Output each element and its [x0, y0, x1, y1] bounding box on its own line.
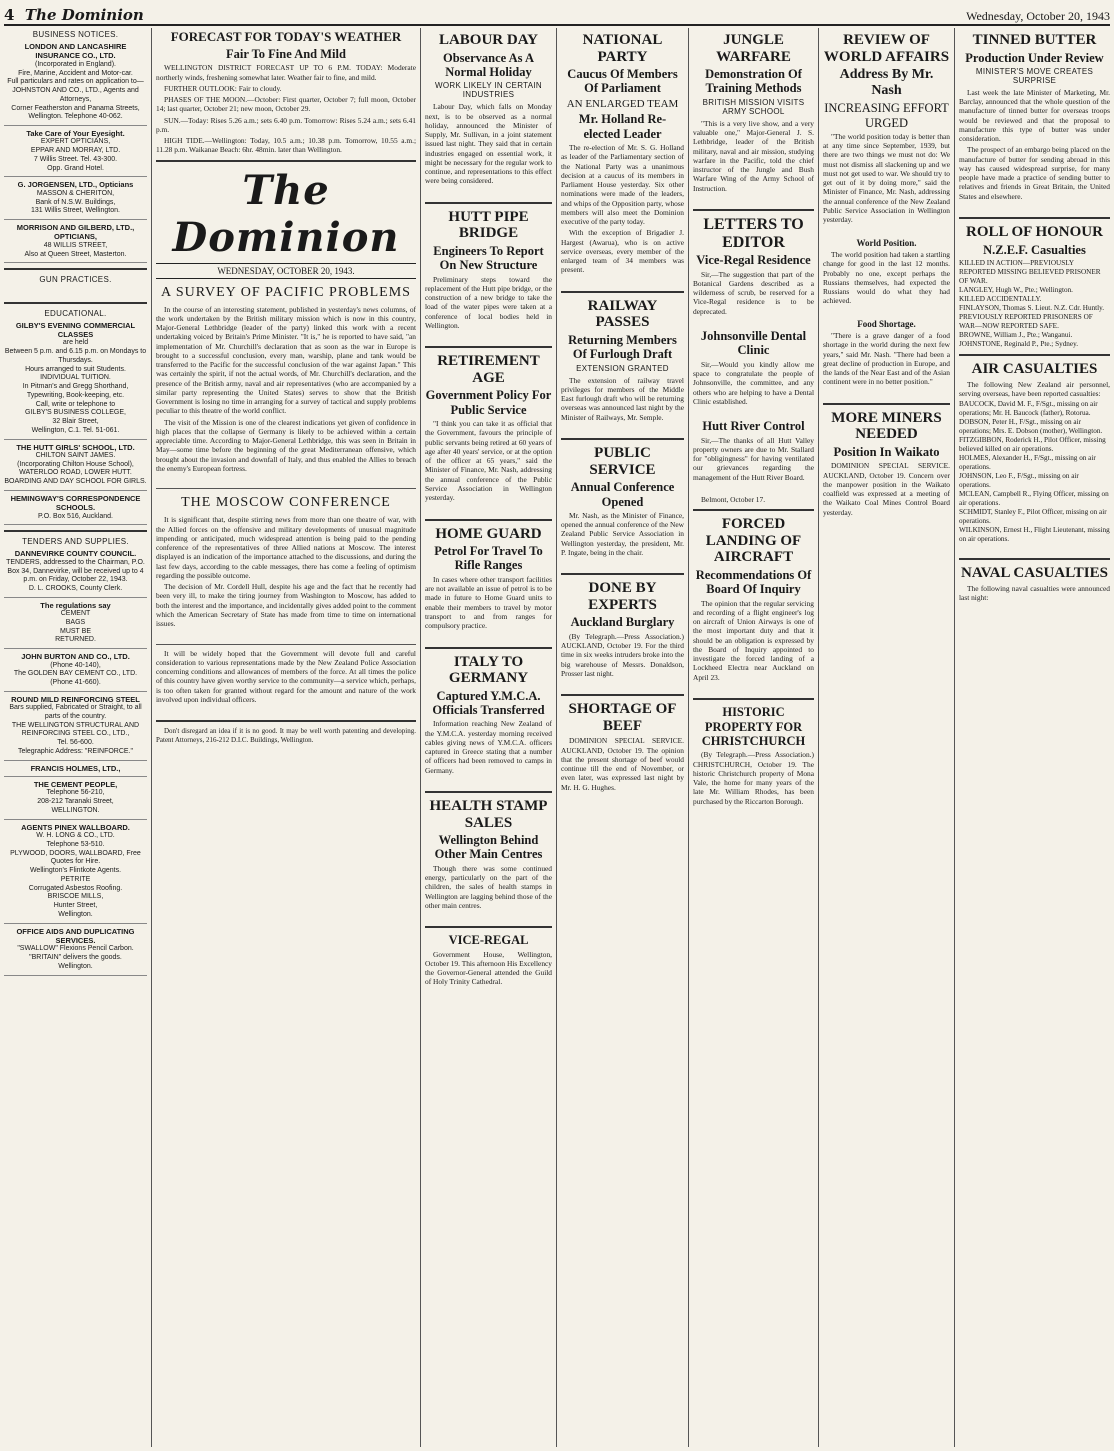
letters-title: LETTERS TO EDITOR — [703, 216, 804, 251]
national-party-kicker: AN ENLARGED TEAM — [566, 97, 679, 110]
tender-ad-title: JOHN BURTON AND CO., LTD. — [21, 652, 130, 662]
retirement-sub: Government Policy For Public Service — [425, 388, 552, 417]
educational-ad-line: 32 Blair Street, — [52, 418, 99, 425]
roll-entry: KILLED ACCIDENTALLY. — [959, 295, 1042, 303]
roll-entry: FINLAYSON, Thomas S. Lieut. N.Z. Cdr. Huntly. — [959, 304, 1105, 312]
miners-sub: Position In Waikato — [833, 444, 940, 459]
tender-ad-line: Telephone 56-210, — [46, 789, 105, 797]
tender-ad-title: AGENTS PINEX WALLBOARD. — [21, 822, 130, 832]
air-casualty-entry: MCLEAN, Campbell R., Flying Officer, missing on air operations. — [959, 490, 1109, 507]
air-casualty-entry: DOBSON, Peter H., F/Sgt., missing on air operations; Mrs. E. Dobson (mother), Wellington. — [959, 418, 1103, 435]
italy-text: Information reaching New Zealand of the Y.M.C.A. yesterday morning received cables giving news of Y.M.C.A. officers captured in Greece stating that a number of officers had been removed to camps in Germany. — [425, 719, 552, 775]
letters-vice-regal-sub: Vice-Regal Residence — [696, 253, 811, 268]
column-editorial — [152, 28, 421, 1447]
educational-ad-line: (Incorporating Chilton House School), — [17, 460, 134, 468]
tender-ad-line: (Phone 41-660). — [50, 679, 101, 686]
nameplate: The Dominion — [172, 166, 400, 261]
beef-text: DOMINION SPECIAL SERVICE. AUCKLAND, October 19. The opinion that the present shortage of beef would continue till the end of November, or even later, was expressed last night by Mr. H. G. Hughes. — [561, 736, 684, 792]
world-affairs-text-3: "There is a grave danger of a food shortage in the world during the next few years," said Mr. Nash. "There had been a great decline of production in Europe, and the lands of the Near East and of the Asian continent were in no better position." — [823, 331, 950, 387]
editorial-moscow-title: THE MOSCOW CONFERENCE — [181, 495, 391, 511]
tender-ad — [4, 601, 147, 645]
naval-casualties-text: The following naval casualties were announced last night: — [959, 583, 1110, 602]
weather-subtitle: Fair To Fine And Mild — [226, 46, 346, 61]
tender-ad — [4, 764, 147, 773]
labour-day-kicker: WORK LIKELY IN CERTAIN INDUSTRIES — [435, 81, 542, 100]
tender-ad-title: FRANCIS HOLMES, LTD., — [30, 763, 121, 773]
educational-ad-line: WATERLOO ROAD, LOWER HUTT. — [19, 469, 132, 477]
tender-ad-line: WELLINGTON. — [51, 806, 100, 814]
business-ad — [4, 129, 147, 173]
world-position-sub: World Position. — [856, 237, 917, 248]
health-stamp-title: HEALTH STAMP SALES — [429, 798, 548, 831]
experts-sub: Auckland Burglary — [570, 615, 675, 630]
column-news-4 — [557, 28, 689, 1447]
business-ad — [4, 42, 147, 122]
jungle-warfare-title: JUNGLE WARFARE — [716, 32, 791, 65]
forced-landing-text: The opinion that the regular servicing and recording of a flight engineer's log on aircraft of Union Airways is one of the most important duty and that it should be an obligation is expressed by the Board of Inquiry appointed to investigate the forced landing of a Lockheed Electra near Auckland on April 23. — [693, 598, 814, 682]
railway-passes-kicker: EXTENSION GRANTED — [576, 363, 669, 373]
forced-landing-title: FORCED LANDING OF AIRCRAFT — [705, 516, 802, 566]
tender-ad — [4, 652, 147, 688]
beef-title: SHORTAGE OF BEEF — [568, 701, 677, 734]
tender-ad-line: Telegraphic Address: "REINFORCE." — [17, 747, 134, 755]
patent-ad: Don't disregard an idea if it is no good. It may be well worth patenting and developing. Patent Attorneys, 216-212 D.I.C. Buildings, Wellington. — [156, 727, 416, 745]
hutt-bridge-text: Preliminary steps toward the replacement of the Hutt pipe bridge, or the construction of a new bridge to take the load of the water pipes were taken at a conference of local bodies held in Wellington. — [425, 274, 552, 330]
business-ad-line: 131 Willis Street, Wellington. — [31, 207, 120, 215]
tender-ad-line: Tel. 56-600. — [57, 739, 94, 747]
tender-ad-line: PETRITE — [60, 875, 91, 883]
educational-ad-line: GILBY'S BUSINESS COLLEGE, — [25, 409, 126, 417]
paper-name: The Dominion — [24, 6, 144, 24]
business-ad-line: JOHNSTON AND CO., LTD., Agents and Attorneys, — [12, 87, 139, 103]
column-news-5 — [689, 28, 819, 1447]
educational-ad-line: BOARDING AND DAY SCHOOL FOR GIRLS. — [4, 478, 147, 486]
editorial-moscow-text-2: The decision of Mr. Cordell Hull, despite his age and the fact that he recently had been very ill, to make the tiring journey from Washington to Moscow, has added to both the interest and the importance, and incidentally gives added point to the comment which the American Secretary of State has made from time to time on international issues. — [156, 582, 416, 629]
tender-ad-line: The GOLDEN BAY CEMENT CO., LTD. — [13, 670, 138, 678]
tender-ad-line: Telephone 53-510. — [46, 840, 105, 848]
tinned-butter-text-2: The prospect of an embargo being placed on the manufacture of butter for sending abroad in this way has caused widespread surprise, for many people have made a practice of sending butter to relatives and friends in Great Britain, the United States and elsewhere. — [959, 145, 1110, 201]
educational-ad-line: are held — [62, 339, 89, 347]
tender-ad-line: Hunter Street, — [53, 902, 98, 909]
tender-ad-title: OFFICE AIDS AND DUPLICATING SERVICES. — [16, 926, 135, 945]
tinned-butter-title: TINNED BUTTER — [972, 32, 1097, 48]
nameplate-date: WEDNESDAY, OCTOBER 20, 1943. — [156, 263, 416, 279]
air-casualty-entry: BAUCOCK, David M. F., F/Sgt., missing on air operations; Mr. H. Baucock (father), Rotorua. — [959, 400, 1098, 417]
letters-dental-text: Sir,—Would you kindly allow me space to congratulate the people of Johnsonville, the committee, and any others who are helping to have a Dental Clinic established. — [693, 359, 814, 406]
tinned-butter-kicker: MINISTER'S MOVE CREATES SURPRISE — [975, 66, 1094, 85]
jungle-warfare-sub: Demonstration Of Training Methods — [705, 67, 802, 96]
hutt-bridge-title: HUTT PIPE BRIDGE — [448, 208, 529, 242]
retirement-text: "I think you can take it as official that the Government, favours the principle of public servants being retired at 60 years of age after 40 years' service, or at the option of the officer at 65 years," said the Minister of Finance, Mr. Nash, addressing the annual conference of the Public Service Association in Wellington yesterday. — [425, 419, 552, 502]
roll-entry: BROWNE, William J., Pte.; Wanganui. — [959, 331, 1073, 339]
business-ad-line: 7 Willis Street. Tel. 43-300. — [33, 155, 118, 163]
business-ad-line: Full particulars and rates on application to— — [7, 78, 144, 86]
weather-line: FURTHER OUTLOOK: Fair to cloudy. — [164, 83, 282, 93]
educational-ad — [4, 321, 147, 436]
weather-line: SUN.—Today: Rises 5.26 a.m.; sets 6.40 p.m. Tomorrow: Rises 5.24 a.m.; sets 6.41 p.m. — [156, 115, 416, 134]
business-ad — [4, 223, 147, 259]
world-affairs-title: REVIEW OF WORLD AFFAIRS — [823, 32, 950, 65]
national-party-title: NATIONAL PARTY — [582, 32, 663, 65]
business-ad-title: LONDON AND LANCASHIRE INSURANCE CO., LTD. — [24, 42, 127, 61]
air-casualties-title: AIR CASUALTIES — [971, 361, 1098, 377]
tender-ad-title: The regulations say — [40, 600, 111, 610]
italy-title: ITALY TO GERMANY — [448, 653, 529, 686]
miners-title: MORE MINERS NEEDED — [831, 409, 942, 443]
naval-casualties-title: NAVAL CASUALTIES — [961, 565, 1108, 582]
tinned-butter-sub: Production Under Review — [965, 50, 1104, 65]
italy-sub: Captured Y.M.C.A. Officials Transferred — [432, 688, 545, 717]
roll-of-honour-list — [959, 259, 1110, 349]
editorial-moscow-text: It is significant that, despite stirring news from more than one theatre of war, with the Allied forces on the offensive and military developments of unusual magnitude impending or anticipated, much widespread attention is being paid to the pending conference of the representatives of three Allied nations at Moscow. The interest displayed is an indication of the importance attached to the discussions, and during the last few days, according to the cable messages, there has come a feeling of optimism regarding the possible outcome. — [156, 515, 416, 580]
tender-ad — [4, 549, 147, 593]
world-affairs-text: "The world position today is better than at any time since September, 1939, but there are two things we must not do: We must not dismiss all slackening up and we must not get used to war. We should try to get out of it by doing more," said the Minister of Finance, Mr. Nash, addressing the annual conference of the New Zealand Public Service Association in Wellington yesterday. — [823, 131, 950, 225]
educational-ad-line: Hours arranged to suit Students. — [25, 365, 126, 373]
tender-ad-line: PLYWOOD, DOORS, WALLBOARD, Free Quotes for Hire. — [10, 849, 141, 866]
home-guard-title: HOME GUARD — [435, 525, 542, 542]
letters-hutt-sign: Belmont, October 17. — [701, 495, 766, 505]
roll-entry: PREVIOUSLY REPORTED PRISONERS OF WAR—NOW REPORTED SAFE. — [959, 313, 1093, 330]
air-casualty-entry: JOHNSON, Leo F., F/Sgt., missing on air operations. — [959, 472, 1079, 489]
forced-landing-sub: Recommendations Of Board Of Inquiry — [695, 567, 812, 597]
letters-dental-sub: Johnsonville Dental Clinic — [700, 329, 807, 358]
railway-passes-text: The extension of railway travel privileges for members of the Middle East furlough draft who will be returning overseas was announced last night by the Minister of Railways, Mr. Semple. — [561, 375, 684, 422]
experts-text: (By Telegraph.—Press Association.) AUCKLAND, October 19. For the third time in six weeks intruders broke into the big warehouse of Messrs. Donaldson, Prosser last night. — [561, 631, 684, 678]
tender-ad — [4, 695, 147, 757]
tender-ad-line: W. H. LONG & CO., LTD. — [36, 832, 115, 839]
national-party-text-2: With the exception of Brigadier J. Hargest (Awarua), who is on active service overseas, every member of the enlarged team of 34 members was present. — [561, 228, 684, 275]
roll-entry: LANGLEY, Hugh W., Pte.; Wellington. — [959, 286, 1073, 294]
tender-ad-line: "SWALLOW" Flexions Pencil Carbon. — [17, 945, 134, 953]
jungle-warfare-kicker: BRITISH MISSION VISITS ARMY SCHOOL — [702, 97, 805, 116]
business-ad-line: Corner Featherston and Panama Streets, Wellington. Telephone 40-062. — [11, 104, 140, 121]
letters-hutt-text: Sir,—The thanks of all Hutt Valley property owners are due to Mr. Stallard for "obligingness" for having ventilated our grievances regarding the management of the Hutt River Board. — [693, 435, 814, 482]
section-business-notices: BUSINESS NOTICES. — [32, 30, 119, 39]
weather-line: WELLINGTON DISTRICT FORECAST UP TO 6 P.M. TODAY: Moderate northerly winds, freshening somewhat later. Weather fair to fine, and mild. — [156, 63, 416, 82]
business-ad-line: Also at Queen Street, Masterton. — [24, 250, 127, 258]
educational-ad-line: CHILTON SAINT JAMES. — [35, 451, 116, 459]
tender-ad-line: Wellington's Flintkote Agents. — [29, 867, 122, 874]
business-ads — [4, 42, 147, 263]
air-casualty-entry: SCHMIDT, Stanley F., Pilot Officer, missing on air operations. — [959, 508, 1107, 525]
tender-ad-title: DANNEVIRKE COUNTY COUNCIL. — [14, 549, 137, 559]
business-ad-line: Opp. Grand Hotel. — [47, 164, 104, 172]
air-casualties-text: The following New Zealand air personnel, serving overseas, have been reported casualties: — [959, 379, 1110, 398]
tinned-butter-text: Last week the late Minister of Marketing, Mr. Barclay, announced that the whole question of the manufacture of tinned butter for overseas troops would be reviewed and that the proposal to manufacture this type of butter was under consideration. — [959, 87, 1110, 144]
historic-property-title: HISTORIC PROPERTY FOR CHRISTCHURCH — [701, 705, 806, 748]
header-date: Wednesday, October 20, 1943 — [966, 9, 1110, 23]
column-news-7 — [955, 28, 1114, 1447]
tender-ad-line: D. L. CROOKS, County Clerk. — [28, 585, 123, 592]
weather-forecast — [156, 63, 416, 154]
railway-passes-title: RAILWAY PASSES — [587, 297, 658, 331]
labour-day-sub: Observance As A Normal Holiday — [443, 50, 534, 79]
tender-ad-line: 208-212 Taranaki Street, — [37, 798, 114, 806]
educational-ad-line: P.O. Box 516, Auckland. — [38, 512, 113, 520]
roll-of-honour-sub: N.Z.E.F. Casualties — [983, 242, 1086, 257]
business-ad-title: MORRISON AND GILBERD, LTD., OPTICIANS, — [16, 223, 135, 242]
weather-line: HIGH TIDE.—Wellington: Today, 10.5 a.m.; 10.38 p.m. Tomorrow, 10.55 a.m.; 11.28 p.m. Waikanae Beach: 6hr. 48min. later than Wellington. — [156, 136, 416, 155]
public-service-sub: Annual Conference Opened — [570, 480, 675, 509]
tender-ad-line: MUST BE — [60, 627, 91, 635]
world-affairs-text-2: The world position had taken a startling change for good in the last 12 months. Probably no one, except perhaps the Russians themselves, had expected the Russians would do what they had achieved. — [823, 250, 950, 306]
educational-ad-line: Between 5 p.m. and 6.15 p.m. on Mondays to Thursdays. — [4, 348, 147, 364]
labour-day-text: Labour Day, which falls on Monday next, is to be observed as a normal holiday, announced the Minister of Supply, Mr. Sullivan, in a joint statement issued last night. They said that in certain industries engaged on essential work, it might be necessary for the regular work to continue, and representations to this effect were being considered. — [425, 102, 552, 186]
tender-ad — [4, 780, 147, 816]
business-ad-line: Bank of N.S.W. Buildings, — [35, 198, 116, 206]
tender-ad-line: TENDERS, addressed to the Chairman, P.O. Box 34, Dannevirke, will be received up to 4 p.m. on Friday, October 22, 1943. — [6, 558, 145, 584]
national-party-sub2: Mr. Holland Re-elected Leader — [578, 112, 667, 141]
editorial-pacific-text-2: The visit of the Mission is one of the clearest indications yet given of confidence in high places that the collapse of Germany is likely to be achieved within a certain appreciable time. According to Major-General Lethbridge, this was seen in Britain in May—some time before the beginning of the great Mediterranean offensive, which brought about the invasion and downfall of Italy, and thus enabled the Allies to breach the enemy's European fortress. — [156, 417, 416, 473]
national-party-sub: Caucus Of Members Of Parliament — [567, 67, 678, 96]
educational-ad-line: Call, write or telephone to — [35, 400, 116, 408]
public-service-title: PUBLIC SERVICE — [589, 445, 656, 478]
food-shortage-sub: Food Shortage. — [857, 318, 916, 329]
business-ad-line: (Incorporated in England). — [35, 60, 116, 68]
roll-of-honour-title: ROLL OF HONOUR — [966, 224, 1103, 241]
home-guard-text: In cases where other transport facilities are not available an issue of petrol is to be made in future to Home Guard units to enable their members to travel by motor transport to and from ranges for compulsory practice. — [425, 574, 552, 630]
vice-regal-title: VICE-REGAL — [448, 933, 529, 948]
experts-title: DONE BY EXPERTS — [588, 580, 657, 613]
tender-ad-line: (Phone 40-140), — [50, 661, 101, 669]
tender-ad-line: Wellington. — [58, 962, 93, 970]
weather-title: FORECAST FOR TODAY'S WEATHER — [170, 29, 402, 44]
section-educational: EDUCATIONAL. — [44, 308, 107, 318]
health-stamp-text: Though there was some continued energy, particularly on the part of the children, the sales of health stamps in Wellington are lagging behind those of the other main centres. — [425, 863, 552, 910]
world-affairs-kicker: INCREASING EFFORT URGED — [824, 101, 949, 130]
educational-ad-line: Wellington, C.1. Tel. 51-061. — [31, 426, 120, 434]
tender-ads — [4, 549, 147, 975]
tender-ad — [4, 823, 147, 920]
air-casualties-list — [959, 400, 1110, 544]
tender-ad-line: Corrugated Asbestos Roofing. — [28, 884, 123, 892]
educational-ad-line: In Pitman's and Gregg Shorthand, Typewriting, Book-keeping, etc. — [22, 383, 129, 399]
letters-vice-regal-text: Sir,—The suggestion that part of the Botanical Gardens described as a wilderness of scrub, be reserved for a Vice-Regal residence is to be deprecated. — [693, 269, 814, 316]
business-ad-line: EPPAR AND MORRAY, LTD. — [30, 147, 121, 155]
tender-ad-line: BAGS — [65, 618, 86, 626]
column-news-6 — [819, 28, 955, 1447]
tender-ad-line: BRISCOE MILLS, — [47, 893, 104, 901]
labour-day-title: LABOUR DAY — [438, 32, 539, 48]
world-affairs-sub: Address By Mr. Nash — [839, 67, 934, 99]
air-casualty-entry: FITZGIBBON, Roderick H., Pilot Officer, missing believed killed on air operations. — [959, 436, 1106, 453]
business-ad-line: EXPERT OPTICIANS, — [40, 138, 111, 146]
page-header — [4, 2, 1110, 26]
tender-ad — [4, 927, 147, 972]
editorial-pacific-title: A SURVEY OF PACIFIC PROBLEMS — [161, 284, 411, 300]
tender-ad-line: Bars supplied, Fabricated or Straight, to all parts of the country. — [9, 704, 142, 720]
jungle-warfare-text: "This is a very live show, and a very valuable one," Major-General J. S. Lethbridge, leader of the British military, naval and air mission, studying warfare in the Pacific, told the chief instructor of the Jungle and Bush Warfare Wing of the Army School of Instruction. — [693, 118, 814, 193]
retirement-title: RETIREMENT AGE — [437, 353, 540, 386]
national-party-text: The re-election of Mr. S. G. Holland as leader of the Parliamentary section of the National Party was a unanimous decision at a caucus of its members in Parliament House yesterday. Six other nominations were made of the leaders, and whips of the Opposition party, whose members will also meet the Dominion executive of the party today. — [561, 143, 684, 227]
tender-ad-line: THE WELLINGTON STRUCTURAL AND REINFORCING STEEL CO., LTD., — [11, 721, 140, 738]
weather-line: PHASES OF THE MOON.—October: First quarter, October 7; full moon, October 14; last quarter, October 21; new moon, October 29. — [156, 95, 416, 114]
miners-text: DOMINION SPECIAL SERVICE. AUCKLAND, October 19. Concern over the manpower position in the Waikato coalfield was expressed at a meeting of the Waikato Coal Mines Control Board yesterday. — [823, 461, 950, 517]
air-casualty-entry: HOLMES, Alexander H., F/Sgt., missing on air operations. — [959, 454, 1096, 471]
column-news-3 — [421, 28, 557, 1447]
tender-ad-title: THE CEMENT PEOPLE, — [33, 780, 118, 789]
railway-passes-sub: Returning Members Of Furlough Draft — [568, 332, 677, 362]
business-ad-line: Fire, Marine, Accident and Motor-car. — [18, 69, 133, 77]
editorial-police-text: It will be widely hoped that the Government will devote full and careful consideration to various representations made by the New Zealand Police Association concerning conditions and allowances of members of the force. At all times the police of this country have given worthy service to the community—a service which, perhaps, is too often taken for granted without regard for the amount and nature of the work involved upon individual officers. — [156, 648, 416, 704]
business-ad-title: G. JORGENSEN, LTD., Opticians — [17, 180, 134, 190]
column-business-notices — [0, 28, 152, 1447]
section-gun-practices: GUN PRACTICES. — [39, 275, 112, 285]
air-casualty-entry: WILKINSON, Ernest H., Flight Lieutenant, missing on air operations. — [959, 526, 1110, 543]
educational-ad — [4, 494, 147, 522]
educational-ad-title: THE HUTT GIRLS' SCHOOL, LTD. — [16, 442, 135, 452]
roll-entry: KILLED IN ACTION—PREVIOUSLY REPORTED MISSING BELIEVED PRISONER OF WAR. — [959, 259, 1101, 285]
home-guard-sub: Petrol For Travel To Rifle Ranges — [434, 544, 543, 573]
business-ad-title: Take Care of Your Eyesight. — [26, 129, 125, 138]
business-ad-line: MASSON & CHERITON, — [36, 189, 115, 197]
educational-ad-title: GILBY'S EVENING COMMERCIAL CLASSES — [15, 320, 136, 339]
section-tenders: TENDERS AND SUPPLIES. — [22, 537, 129, 547]
historic-property-text: (By Telegraph.—Press Association.) CHRISTCHURCH, October 19. The historic Christchurch property of Mona Vale, the home for many years of the late Mr. William Rhodes, has been purchased by the Riccarton Borough. — [693, 750, 814, 806]
educational-ad — [4, 443, 147, 487]
page-number: 4 — [4, 6, 15, 24]
educational-ads — [4, 321, 147, 526]
editorial-pacific-text: In the course of an interesting statement, published in yesterday's news columns, of the work undertaken by the British military mission which is now in this country, Major-General Lethbridge (leader of the party) linked this work with a recent undertaking voiced by Britain's Prime Minister. "It is," he is reported to have said, "an implementation of Mr. Churchill's declaration that as soon as the war in Europe is brought to a successful conclusion, every man, warship, plane and tank would be transferred to the Pacific for the successful conclusion of the war against Japan." This was certainly the spirit, if not the actual words, of Mr. Churchill's declaration, and the presence of the British army, naval and air representatives (who are accompanied by a similar party representing the United States) serves to show that the British Government is losing no time in arranging for a survey of tactical and supply problems peculiar to this theatre of the world conflict. — [156, 304, 416, 416]
tender-ad-line: "BRITAIN" delivers the goods. — [29, 954, 122, 961]
educational-ad-title: HEMINGWAY'S CORRESPONDENCE SCHOOLS. — [10, 493, 141, 513]
public-service-text: Mr. Nash, as the Minister of Finance, opened the annual conference of the New Zealand Public Service Association in Wellington yesterday, the president, Mr. P. Ingate, being in the chair. — [561, 510, 684, 557]
educational-ad-line: INDIVIDUAL TUITION. — [40, 374, 111, 382]
tender-ad-line: Wellington. — [58, 910, 93, 918]
business-ad-line: 48 WILLIS STREET, — [43, 241, 108, 249]
vice-regal-text: Government House, Wellington, October 19. This afternoon His Excellency the Governor-General attended the Guild of Holy Trinity Cathedral. — [425, 949, 552, 987]
tender-ad-title: ROUND MILD REINFORCING STEEL — [11, 694, 140, 704]
roll-entry: JOHNSTONE, Reginald P., Pte.; Sydney. — [959, 340, 1078, 348]
business-ad — [4, 180, 147, 216]
tender-ad-line: CEMENT — [60, 610, 91, 618]
hutt-bridge-sub: Engineers To Report On New Structure — [433, 243, 544, 273]
tender-ad-line: RETURNED. — [55, 636, 96, 644]
letters-hutt-sub: Hutt River Control — [702, 419, 805, 434]
health-stamp-sub: Wellington Behind Other Main Centres — [434, 833, 543, 862]
